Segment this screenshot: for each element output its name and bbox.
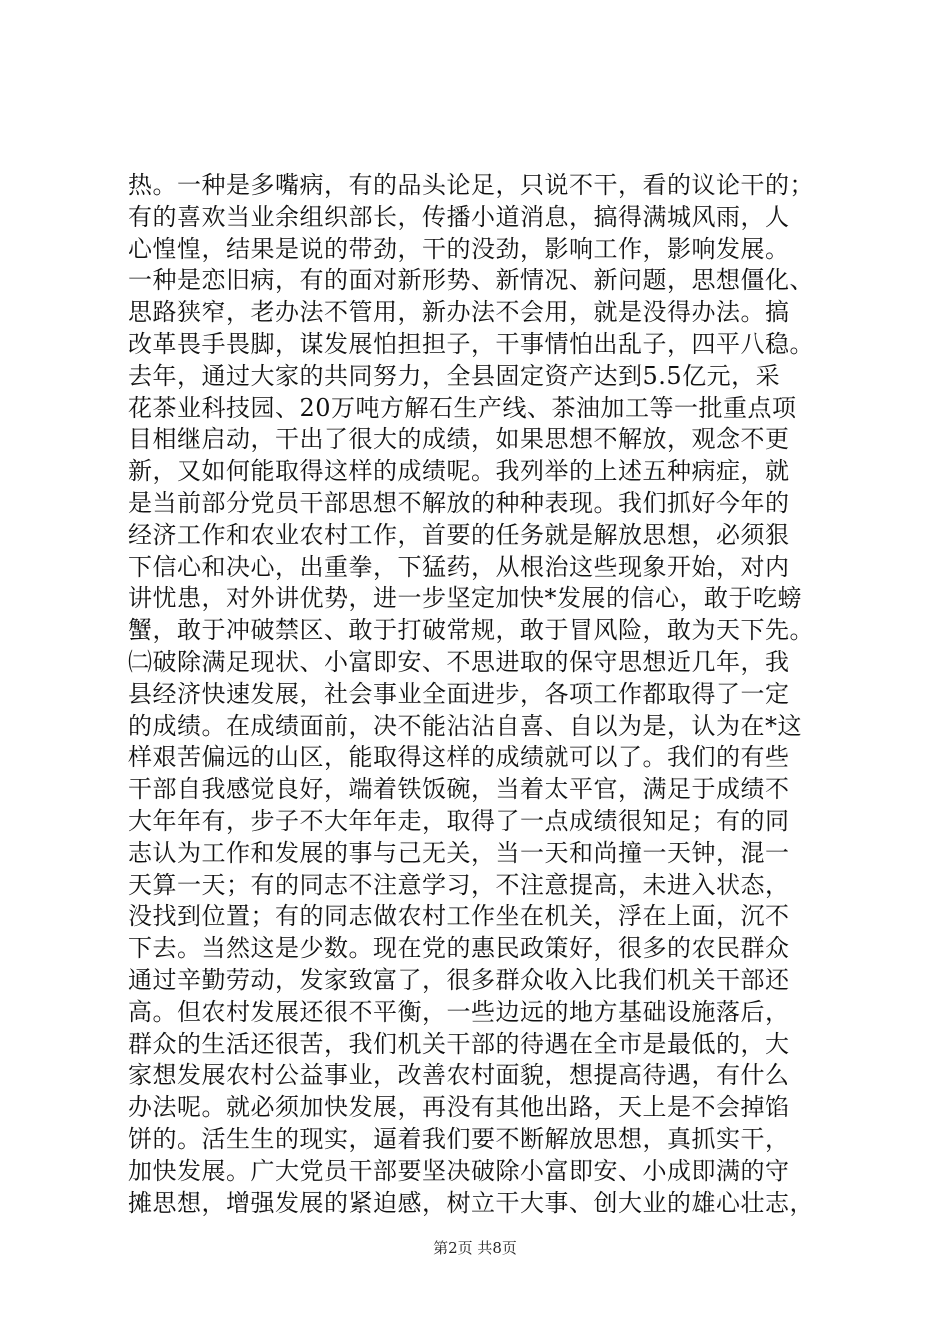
text-line: 饼的。活生生的现实，逼着我们要不断解放思想，真抓实干， (128, 1124, 790, 1153)
text-line: 经济工作和农业农村工作，首要的任务就是解放思想，必须狠 (128, 520, 790, 549)
text-line: 摊思想，增强发展的紧迫感，树立干大事、创大业的雄心壮志， (128, 1188, 814, 1217)
text-line: 是当前部分党员干部思想不解放的种种表现。我们抓好今年的 (128, 488, 790, 517)
text-line: 通过辛勤劳动，发家致富了，很多群众收入比我们机关干部还 (128, 965, 790, 994)
text-line: 办法呢。就必须加快发展，再没有其他出路，天上是不会掉馅 (128, 1093, 790, 1122)
text-line: 下去。当然这是少数。现在党的惠民政策好，很多的农民群众 (128, 934, 790, 963)
text-line: ㈡破除满足现状、小富即安、不思进取的保守思想近几年，我 (128, 647, 790, 676)
text-line: 有的喜欢当业余组织部长，传播小道消息，搞得满城风雨，人 (128, 202, 790, 231)
text-line: 花茶业科技园、20万吨方解石生产线、茶油加工等一批重点项 (128, 393, 797, 422)
text-line: 加快发展。广大党员干部要坚决破除小富即安、小成即满的守 (128, 1156, 790, 1185)
text-line: 样艰苦偏远的山区，能取得这样的成绩就可以了。我们的有些 (128, 743, 790, 772)
text-line: 高。但农村发展还很不平衡，一些边远的地方基础设施落后， (128, 997, 790, 1026)
text-line: 天算一天；有的同志不注意学习，不注意提高，未进入状态， (128, 870, 790, 899)
text-line: 热。一种是多嘴病，有的品头论足，只说不干，看的议论干的； (128, 171, 814, 199)
text-line: 群众的生活还很苦，我们机关干部的待遇在全市是最低的，大 (128, 1029, 790, 1058)
text-line: 一种是恋旧病，有的面对新形势、新情况、新问题，思想僵化、 (128, 266, 814, 295)
text-line: 新，又如何能取得这样的成绩呢。我列举的上述五种病症，就 (128, 457, 790, 486)
text-line: 改革畏手畏脚，谋发展怕担担子，干事情怕出乱子，四平八稳。 (128, 329, 814, 358)
page-number-label: 第2页 共8页 (433, 1239, 517, 1257)
text-line: 志认为工作和发展的事与己无关，当一天和尚撞一天钟，混一 (128, 838, 790, 867)
text-line: 心惶惶，结果是说的带劲，干的没劲，影响工作，影响发展。 (128, 234, 790, 263)
text-line: 讲忧患，对外讲优势，进一步坚定加快*发展的信心，敢于吃螃 (128, 584, 802, 613)
text-line: 思路狭窄，老办法不管用，新办法不会用，就是没得办法。搞 (128, 298, 790, 327)
text-line: 去年，通过大家的共同努力，全县固定资产达到5.5亿元，采 (128, 361, 781, 390)
text-line: 家想发展农村公益事业，改善农村面貌，想提高待遇，有什么 (128, 1061, 790, 1090)
page-footer (0, 1238, 950, 1258)
body-paragraph (128, 170, 828, 1219)
text-line: 下信心和决心，出重拳，下猛药，从根治这些现象开始，对内 (128, 552, 790, 581)
text-line: 蟹，敢于冲破禁区、敢于打破常规，敢于冒风险，敢为天下先。 (128, 616, 814, 645)
text-line: 大年年有，步子不大年年走，取得了一点成绩很知足；有的同 (128, 806, 790, 835)
text-line: 的成绩。在成绩面前，决不能沾沾自喜、自以为是，认为在*这 (128, 711, 802, 740)
text-line: 没找到位置；有的同志做农村工作坐在机关，浮在上面，沉不 (128, 902, 790, 931)
text-line: 目相继启动，干出了很大的成绩，如果思想不解放，观念不更 (128, 425, 790, 454)
text-line: 干部自我感觉良好，端着铁饭碗，当着太平官，满足于成绩不 (128, 775, 790, 804)
text-line: 县经济快速发展，社会事业全面进步，各项工作都取得了一定 (128, 679, 790, 708)
